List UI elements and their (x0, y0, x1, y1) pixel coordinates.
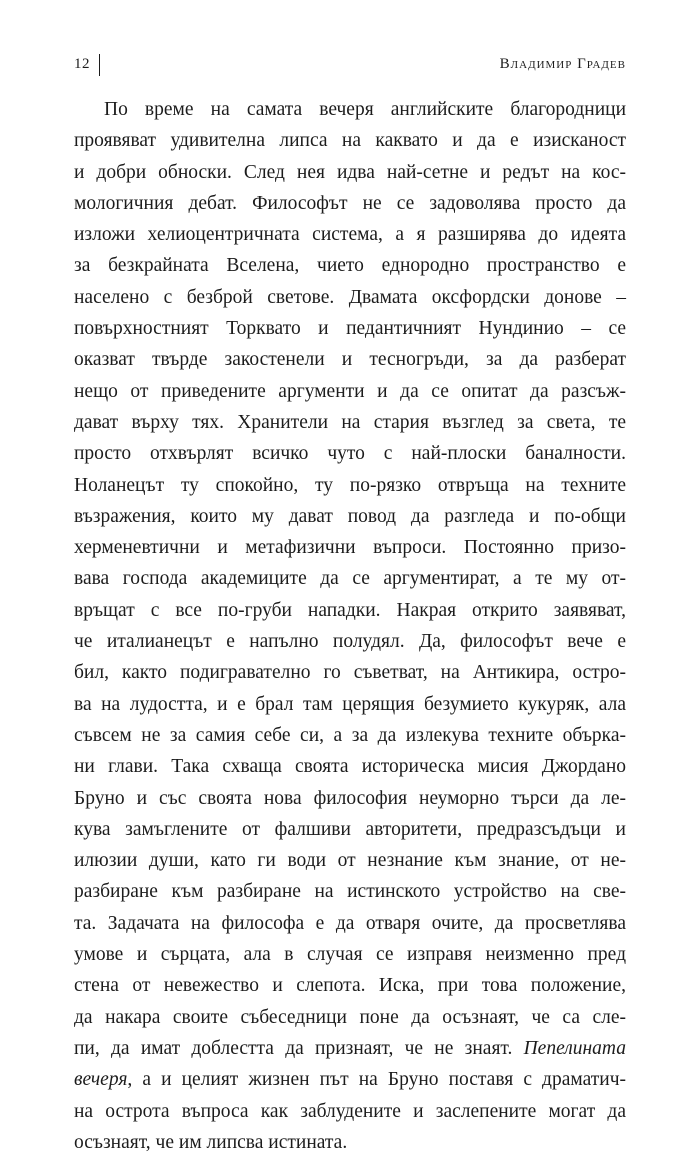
book-title-italic: вечеря (74, 1069, 128, 1091)
text-line: за безкрайната Вселена, чието еднородно пространство е (74, 255, 626, 277)
text-line: възражения, които му дават повод да разгледа и по-общи (74, 505, 626, 527)
text-line: По време на самата вечеря английските благородници (104, 99, 626, 120)
text-line: та. Задачата на философа е да отваря очите, да просветлява (74, 912, 626, 934)
text-segment: пи, да имат доблестта да признаят, че не знаят. (74, 1037, 513, 1059)
text-segment: , а и целият жизнен път на Бруно поставя с драматич- (127, 1069, 626, 1091)
running-head-author: Владимир Градев (499, 56, 626, 72)
text-line-with-title (74, 1033, 626, 1064)
text-line: умове и сърцата, ала в случая се изправя неизменно пред (74, 944, 626, 966)
text-line: Ноланецът ту спокойно, ту по-рязко отвръща на техните (74, 474, 626, 496)
text-line: на острота въпроса как заблудените и заслепените могат да (74, 1100, 626, 1122)
text-line: изложи хелиоцентричната система, а я разширява до идеята (74, 224, 626, 246)
text-line: кува замъглените от фалшиви авторитети, предразсъдъци и (74, 818, 626, 840)
text-line: стена от невежество и слепота. Иска, при това положение, (74, 975, 626, 997)
text-line: бил, както подигравателно го съветват, на Антикира, остро- (74, 662, 626, 684)
text-line: населено с безброй светове. Двамата оксфордски донове – (74, 286, 626, 308)
text-line: Бруно и със своята нова философия неуморно търси да ле- (74, 787, 626, 809)
text-line: съвсем не за самия себе си, а за да излекува техните обърка- (74, 724, 626, 746)
header-divider (99, 54, 100, 76)
book-title-italic: Пепелината (523, 1037, 626, 1059)
text-line: нещо от приведените аргументи и да се опитат да разсъж- (74, 380, 626, 402)
text-line: илюзии души, като ги води от незнание към знание, от не- (74, 850, 626, 872)
text-line: вава господа академиците да се аргументират, а те му от- (74, 568, 626, 590)
paragraph (74, 94, 626, 1158)
text-line-with-title (74, 1064, 626, 1095)
text-line: херменевтични и метафизични въпроси. Постоянно призо- (74, 537, 626, 559)
text-line: просто отхвърлят всичко чуто с най-плоски баналности. (74, 443, 626, 465)
text-line: че италианецът е напълно полудял. Да, философът вече е (74, 631, 626, 653)
text-line: дават върху тях. Хранители на стария възглед за света, те (74, 411, 626, 433)
text-line: мологичния дебат. Философът не се задоволява просто да (74, 192, 626, 214)
text-line: да накара своите събеседници поне да осъзнаят, че са сле- (74, 1006, 626, 1028)
running-head (74, 56, 626, 80)
text-line: ни глави. Така схваща своята историческа мисия Джордано (74, 756, 626, 778)
text-line: и добри обноски. След нея идва най-сетне и редът на кос- (74, 161, 626, 183)
text-line: връщат с все по-груби нападки. Накрая открито заявяват, (74, 599, 626, 621)
text-line: осъзнаят, че им липсва истината. (74, 1131, 348, 1153)
text-line: разбиране към разбиране на истинското устройство на све- (74, 881, 626, 903)
page-number: 12 (74, 56, 90, 72)
text-line: повърхностният Торквато и педантичният Нундинио – се (74, 318, 626, 340)
text-line: проявяват удивителна липса на каквато и да е изисканост (74, 130, 626, 152)
text-line: оказват твърде закостенели и тесногръди, за да разберат (74, 349, 626, 371)
text-line: ва на лудостта, и е брал там церящия безумието кукуряк, ала (74, 693, 626, 715)
